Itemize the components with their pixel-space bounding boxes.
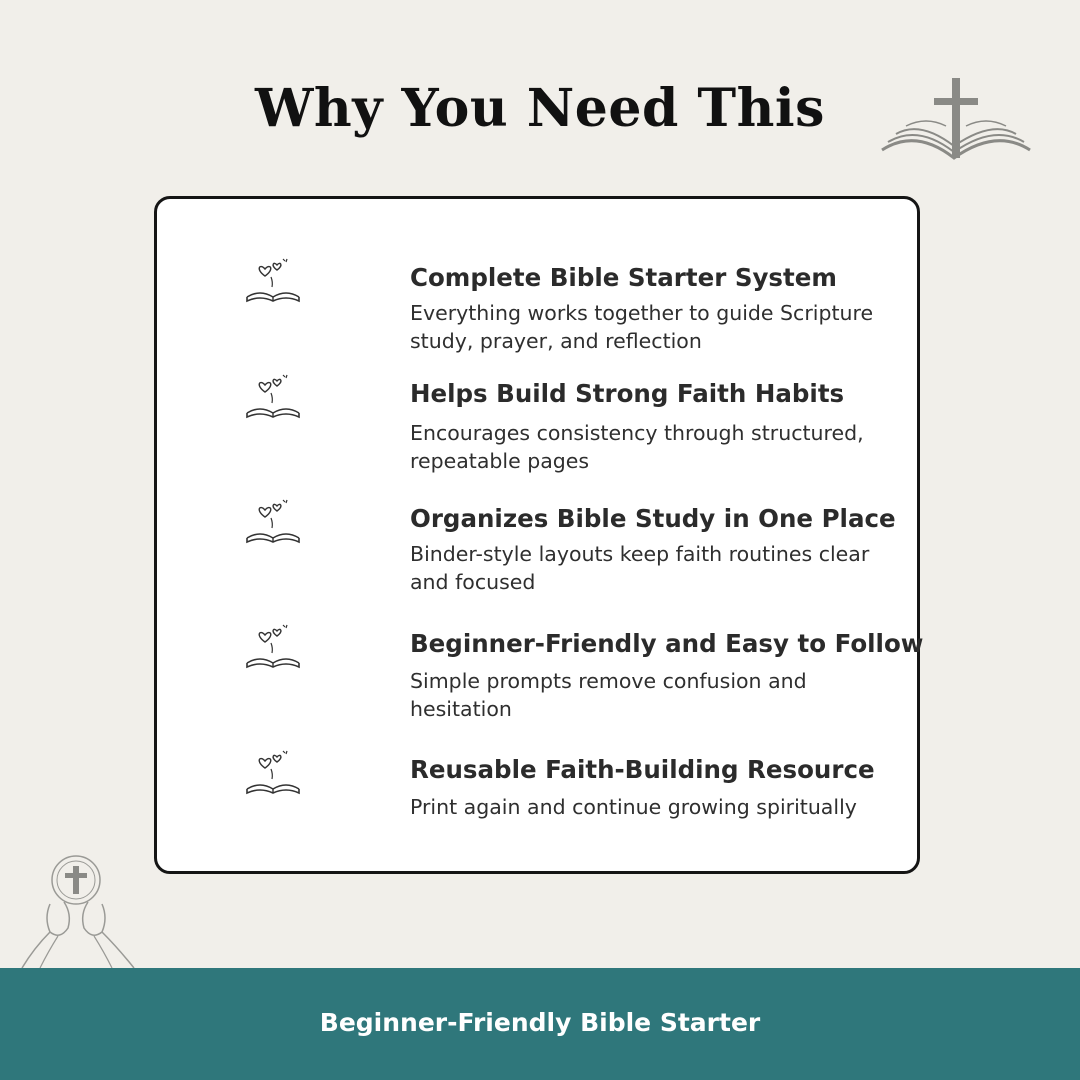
bible-hearts-icon	[243, 496, 303, 544]
feature-title: Beginner-Friendly and Easy to Follow	[410, 629, 924, 658]
footer-band	[0, 968, 1080, 1080]
feature-description: Encourages consistency through structured, repeatable pages	[410, 421, 864, 473]
feature-description: Simple prompts remove confusion and hesitation	[410, 669, 807, 721]
feature-title: Organizes Bible Study in One Place	[410, 504, 896, 533]
bible-hearts-icon	[243, 255, 303, 303]
page-title: Why You Need This	[255, 78, 825, 139]
feature-title: Complete Bible Starter System	[410, 263, 837, 292]
bible-hearts-icon	[243, 621, 303, 669]
feature-description: Binder-style layouts keep faith routines clear and focused	[410, 542, 870, 594]
feature-description: Everything works together to guide Scripture study, prayer, and reflection	[410, 301, 874, 353]
feature-title: Helps Build Strong Faith Habits	[410, 379, 845, 408]
bible-hearts-icon	[243, 371, 303, 419]
footer-text: Beginner-Friendly Bible Starter	[319, 1008, 761, 1037]
bible-hearts-icon	[243, 747, 303, 795]
bible-cross-icon	[876, 74, 1036, 166]
feature-title: Reusable Faith-Building Resource	[410, 755, 875, 784]
features-card	[154, 196, 924, 874]
hands-holding-host-icon	[14, 848, 144, 972]
feature-description: Print again and continue growing spiritually	[410, 795, 857, 819]
